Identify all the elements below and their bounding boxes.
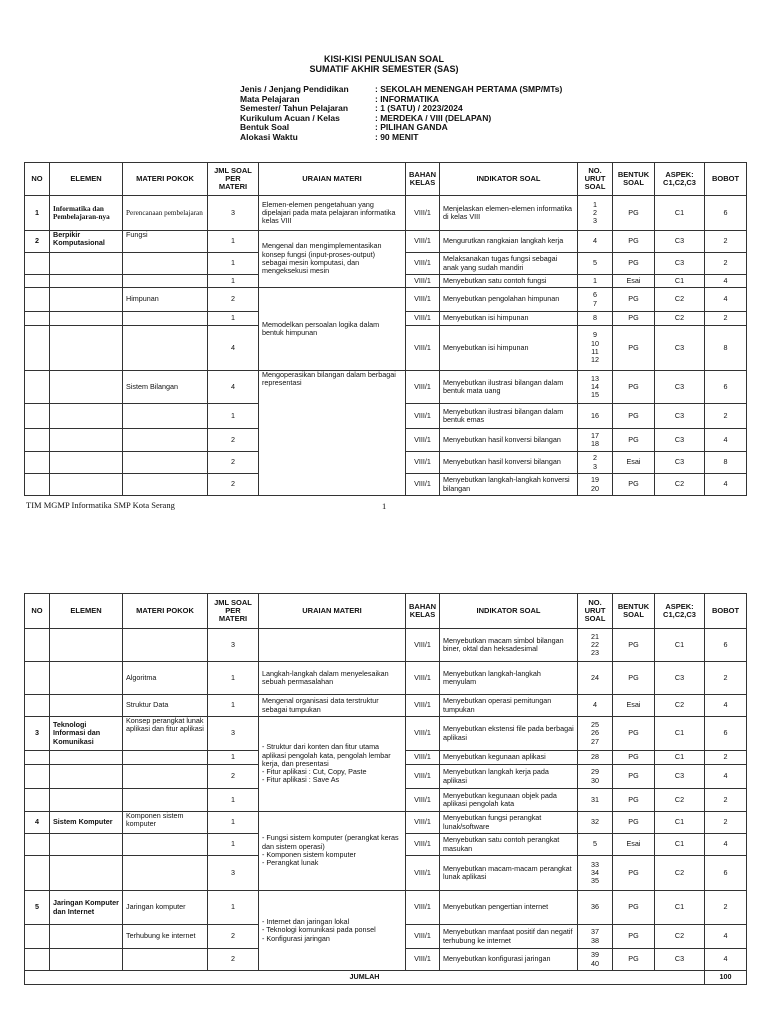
row-number: 2: [25, 231, 50, 253]
jml-cell: 2: [208, 288, 259, 312]
indikator-cell: Menyebutkan operasi pemitungan tumpukan: [440, 695, 578, 717]
materi-cell: Konsep perangkat lunak aplikasi dan fitur aplikasi: [123, 717, 208, 751]
elemen-cell: Teknologi Informasi dan Komunikasi: [50, 717, 123, 751]
bentuk-cell: Esai: [613, 695, 655, 717]
col-bentuk: BENTUK SOAL: [613, 594, 655, 629]
indikator-cell: Mengurutkan rangkaian langkah kerja: [440, 231, 578, 253]
bentuk-cell: PG: [613, 371, 655, 404]
uraian-cell: Mengenal dan mengimplementasikan konsep fungsi (input-proses-output) sebagai mesin komputasi, dan mengeksekusi mesin: [259, 231, 406, 288]
jml-cell: 2: [208, 474, 259, 496]
bobot-cell: 2: [705, 231, 747, 253]
uraian-item: - Konfigurasi jaringan: [262, 935, 402, 943]
uraian-list: [262, 743, 402, 784]
meta-value: : 90 MENIT: [375, 131, 419, 142]
urut-cell: 1: [578, 275, 613, 288]
uraian-cell: Mengoperasikan bilangan dalam berbagai representasi: [259, 371, 406, 496]
urut-cell: 21 22 23: [578, 629, 613, 662]
col-indikator: INDIKATOR SOAL: [440, 594, 578, 629]
jml-cell: 1: [208, 695, 259, 717]
bobot-cell: 8: [705, 326, 747, 371]
bahan-cell: VIII/1: [406, 312, 440, 326]
bahan-cell: VIII/1: [406, 891, 440, 925]
bentuk-cell: PG: [613, 429, 655, 452]
uraian-cell: Memodelkan persoalan logika dalam bentuk himpunan: [259, 288, 406, 371]
col-indikator: INDIKATOR SOAL: [440, 163, 578, 196]
urut-cell: 16: [578, 404, 613, 429]
indikator-cell: Menyebutkan kegunaan objek pada aplikasi pengolah kata: [440, 789, 578, 812]
table-row: [25, 629, 747, 662]
col-aspek: ASPEK: C1,C2,C3: [655, 594, 705, 629]
uraian-cell: Langkah-langkah dalam menyelesaikan sebuah permasalahan: [259, 662, 406, 695]
bentuk-cell: PG: [613, 662, 655, 695]
aspek-cell: C3: [655, 765, 705, 789]
urut-cell: 37 38: [578, 925, 613, 949]
indikator-cell: Menyebutkan fungsi perangkat lunak/software: [440, 812, 578, 834]
indikator-cell: Menyebutkan isi himpunan: [440, 326, 578, 371]
bahan-cell: VIII/1: [406, 629, 440, 662]
urut-cell: 19 20: [578, 474, 613, 496]
indikator-cell: Menyebutkan ekstensi file pada berbagai aplikasi: [440, 717, 578, 751]
materi-cell: Jaringan komputer: [123, 891, 208, 925]
indikator-cell: Melaksanakan tugas fungsi sebagai anak yang sudah mandiri: [440, 253, 578, 275]
bobot-cell: 2: [705, 312, 747, 326]
urut-cell: 1 2 3: [578, 196, 613, 231]
col-no: NO: [25, 163, 50, 196]
row-number: 3: [25, 717, 50, 751]
jml-cell: 2: [208, 452, 259, 474]
aspek-cell: C2: [655, 695, 705, 717]
bobot-cell: 2: [705, 812, 747, 834]
aspek-cell: C2: [655, 789, 705, 812]
elemen-cell: Informatika dan Pembelajaran-nya: [50, 196, 123, 231]
aspek-cell: C3: [655, 371, 705, 404]
aspek-cell: C2: [655, 474, 705, 496]
meta-label: Alokasi Waktu: [240, 131, 298, 142]
urut-cell: 32: [578, 812, 613, 834]
col-jml: JML SOAL PER MATERI: [208, 163, 259, 196]
bobot-cell: 2: [705, 404, 747, 429]
bahan-cell: VIII/1: [406, 253, 440, 275]
bobot-cell: 8: [705, 452, 747, 474]
meta-label: Jenis / Jenjang Pendidikan: [240, 84, 349, 94]
bahan-cell: VIII/1: [406, 288, 440, 312]
table-row: [25, 891, 747, 925]
urut-cell: 24: [578, 662, 613, 695]
bahan-cell: VIII/1: [406, 765, 440, 789]
bentuk-cell: PG: [613, 474, 655, 496]
aspek-cell: C1: [655, 196, 705, 231]
col-uraian: URAIAN MATERI: [259, 594, 406, 629]
indikator-cell: Menyebutkan satu contoh perangkat masukan: [440, 834, 578, 856]
row-number: 1: [25, 196, 50, 231]
urut-cell: 36: [578, 891, 613, 925]
bobot-cell: 4: [705, 925, 747, 949]
aspek-cell: C1: [655, 629, 705, 662]
urut-cell: 8: [578, 312, 613, 326]
total-value: 100: [705, 971, 747, 985]
materi-cell: Himpunan: [123, 288, 208, 312]
meta-row: [240, 133, 562, 143]
indikator-cell: Menyebutkan satu contoh fungsi: [440, 275, 578, 288]
bobot-cell: 2: [705, 891, 747, 925]
elemen-cell: Sistem Komputer: [50, 812, 123, 834]
urut-cell: 28: [578, 751, 613, 765]
uraian-item: - Perangkat lunak: [262, 859, 402, 867]
bentuk-cell: PG: [613, 925, 655, 949]
urut-cell: 5: [578, 834, 613, 856]
indikator-cell: Menyebutkan pengolahan himpunan: [440, 288, 578, 312]
bentuk-cell: PG: [613, 404, 655, 429]
materi-cell: Sistem Bilangan: [123, 371, 208, 404]
document-title: KISI-KISI PENULISAN SOAL: [323, 54, 444, 64]
aspek-cell: C1: [655, 891, 705, 925]
jml-cell: 1: [208, 891, 259, 925]
jml-cell: 2: [208, 925, 259, 949]
jml-cell: 1: [208, 275, 259, 288]
bentuk-cell: PG: [613, 629, 655, 662]
urut-cell: 13 14 15: [578, 371, 613, 404]
uraian-item: - Fitur aplikasi : Save As: [262, 776, 402, 784]
indikator-cell: Menyebutkan manfaat positif dan negatif terhubung ke internet: [440, 925, 578, 949]
bahan-cell: VIII/1: [406, 371, 440, 404]
materi-cell: Struktur Data: [123, 695, 208, 717]
total-label: JUMLAH: [25, 971, 705, 985]
kisi-kisi-table-page-1: [24, 162, 747, 496]
bentuk-cell: Esai: [613, 452, 655, 474]
indikator-cell: Menjelaskan elemen-elemen informatika di kelas VIII: [440, 196, 578, 231]
aspek-cell: C2: [655, 312, 705, 326]
indikator-cell: Menyebutkan kegunaan aplikasi: [440, 751, 578, 765]
elemen-cell: Berpikir Komputasional: [50, 231, 123, 253]
document-subtitle: SUMATIF AKHIR SEMESTER (SAS): [309, 64, 459, 74]
aspek-cell: C2: [655, 856, 705, 891]
indikator-cell: Menyebutkan hasil konversi bilangan: [440, 429, 578, 452]
bahan-cell: VIII/1: [406, 474, 440, 496]
urut-cell: 29 30: [578, 765, 613, 789]
jml-cell: 3: [208, 856, 259, 891]
bentuk-cell: PG: [613, 765, 655, 789]
bentuk-cell: Esai: [613, 834, 655, 856]
row-number: 5: [25, 891, 50, 925]
aspek-cell: C1: [655, 834, 705, 856]
meta-label: Semester/ Tahun Pelajaran: [240, 103, 349, 113]
bahan-cell: VIII/1: [406, 662, 440, 695]
aspek-cell: C1: [655, 812, 705, 834]
col-no: NO: [25, 594, 50, 629]
bentuk-cell: PG: [613, 856, 655, 891]
urut-cell: 17 18: [578, 429, 613, 452]
jml-cell: 3: [208, 196, 259, 231]
jml-cell: 1: [208, 812, 259, 834]
urut-cell: 33 34 35: [578, 856, 613, 891]
aspek-cell: C1: [655, 717, 705, 751]
uraian-item: - Komponen sistem komputer: [262, 851, 402, 859]
bobot-cell: 4: [705, 834, 747, 856]
aspek-cell: C3: [655, 662, 705, 695]
indikator-cell: Menyebutkan langkah-langkah menyulam: [440, 662, 578, 695]
aspek-cell: C3: [655, 404, 705, 429]
bobot-cell: 2: [705, 662, 747, 695]
aspek-cell: C2: [655, 925, 705, 949]
bentuk-cell: PG: [613, 812, 655, 834]
meta-value: : 1 (SATU) / 2023/2024: [375, 103, 463, 113]
bahan-cell: VIII/1: [406, 404, 440, 429]
col-bobot: BOBOT: [705, 163, 747, 196]
col-materi: MATERI POKOK: [123, 594, 208, 629]
indikator-cell: Menyebutkan ilustrasi bilangan dalam bentuk emas: [440, 404, 578, 429]
aspek-cell: C3: [655, 949, 705, 971]
bahan-cell: VIII/1: [406, 695, 440, 717]
bahan-cell: VIII/1: [406, 812, 440, 834]
bentuk-cell: PG: [613, 231, 655, 253]
meta-value: : INFORMATIKA: [375, 93, 440, 104]
bahan-cell: VIII/1: [406, 834, 440, 856]
materi-cell: Algoritma: [123, 662, 208, 695]
bobot-cell: 4: [705, 275, 747, 288]
meta-value: : SEKOLAH MENENGAH PERTAMA (SMP/MTs): [375, 84, 563, 94]
bentuk-cell: PG: [613, 751, 655, 765]
aspek-cell: C3: [655, 326, 705, 371]
meta-label: Mata Pelajaran: [240, 93, 300, 104]
indikator-cell: Menyebutkan macam simbol bilangan biner, oktal dan heksadesimal: [440, 629, 578, 662]
jml-cell: 1: [208, 834, 259, 856]
jml-cell: 1: [208, 789, 259, 812]
indikator-cell: Menyebutkan langkah kerja pada aplikasi: [440, 765, 578, 789]
bentuk-cell: PG: [613, 891, 655, 925]
uraian-cell: Elemen-elemen pengetahuan yang dipelajari pada mata pelajaran informatika kelas VIII: [259, 196, 406, 231]
document-meta: [240, 85, 562, 142]
meta-label: Kurikulum Acuan / Kelas: [240, 112, 340, 123]
aspek-cell: C2: [655, 288, 705, 312]
jml-cell: 3: [208, 717, 259, 751]
aspek-cell: C3: [655, 231, 705, 253]
meta-value: : PILIHAN GANDA: [375, 122, 448, 132]
bahan-cell: VIII/1: [406, 925, 440, 949]
bobot-cell: 4: [705, 949, 747, 971]
bahan-cell: VIII/1: [406, 452, 440, 474]
uraian-list: [262, 918, 402, 943]
bobot-cell: 6: [705, 856, 747, 891]
bahan-cell: VIII/1: [406, 196, 440, 231]
jml-cell: 1: [208, 404, 259, 429]
bobot-cell: 6: [705, 717, 747, 751]
jml-cell: 2: [208, 765, 259, 789]
aspek-cell: C3: [655, 429, 705, 452]
jml-cell: 1: [208, 253, 259, 275]
indikator-cell: Menyebutkan langkah-langkah konversi bilangan: [440, 474, 578, 496]
materi-cell: Terhubung ke internet: [123, 925, 208, 949]
uraian-item: - Fungsi sistem komputer (perangkat keras dan sistem operasi): [262, 834, 402, 851]
uraian-cell: [259, 717, 406, 812]
col-bentuk: BENTUK SOAL: [613, 163, 655, 196]
bahan-cell: VIII/1: [406, 751, 440, 765]
meta-value: : MERDEKA / VIII (DELAPAN): [375, 112, 492, 123]
uraian-cell: Mengenal organisasi data terstruktur sebagai tumpukan: [259, 695, 406, 717]
urut-cell: 6 7: [578, 288, 613, 312]
urut-cell: 5: [578, 253, 613, 275]
uraian-item: - Struktur dari konten dan fitur utama aplikasi pengolah kata, pengolah lembar kerja, dan presentasi: [262, 743, 402, 768]
elemen-cell: Jaringan Komputer dan Internet: [50, 891, 123, 925]
bobot-cell: 2: [705, 253, 747, 275]
table-row: [25, 371, 747, 404]
aspek-cell: C3: [655, 452, 705, 474]
table-row: [25, 288, 747, 312]
aspek-cell: C1: [655, 275, 705, 288]
bentuk-cell: PG: [613, 717, 655, 751]
bobot-cell: 4: [705, 765, 747, 789]
bobot-cell: 4: [705, 288, 747, 312]
urut-cell: 39 40: [578, 949, 613, 971]
uraian-cell: [259, 812, 406, 891]
col-aspek: ASPEK: C1,C2,C3: [655, 163, 705, 196]
jml-cell: 2: [208, 949, 259, 971]
bahan-cell: VIII/1: [406, 717, 440, 751]
col-bahan: BAHAN KELAS: [406, 594, 440, 629]
jml-cell: 4: [208, 371, 259, 404]
col-elemen: ELEMEN: [50, 163, 123, 196]
bentuk-cell: Esai: [613, 275, 655, 288]
urut-cell: 9 10 11 12: [578, 326, 613, 371]
table-row: [25, 231, 747, 253]
bentuk-cell: PG: [613, 253, 655, 275]
bahan-cell: VIII/1: [406, 326, 440, 371]
bahan-cell: VIII/1: [406, 856, 440, 891]
bentuk-cell: PG: [613, 288, 655, 312]
bahan-cell: VIII/1: [406, 275, 440, 288]
indikator-cell: Menyebutkan ilustrasi bilangan dalam bentuk mata uang: [440, 371, 578, 404]
urut-cell: 25 26 27: [578, 717, 613, 751]
bobot-cell: 4: [705, 429, 747, 452]
indikator-cell: Menyebutkan konfigurasi jaringan: [440, 949, 578, 971]
table-row: [25, 695, 747, 717]
col-uraian: URAIAN MATERI: [259, 163, 406, 196]
table-row: [25, 812, 747, 834]
meta-label: Bentuk Soal: [240, 122, 290, 132]
bahan-cell: VIII/1: [406, 429, 440, 452]
indikator-cell: Menyebutkan isi himpunan: [440, 312, 578, 326]
uraian-item: - Teknologi komunikasi pada ponsel: [262, 926, 402, 934]
bobot-cell: 2: [705, 789, 747, 812]
col-jml: JML SOAL PER MATERI: [208, 594, 259, 629]
bahan-cell: VIII/1: [406, 949, 440, 971]
urut-cell: 4: [578, 695, 613, 717]
indikator-cell: Menyebutkan hasil konversi bilangan: [440, 452, 578, 474]
table-row: [25, 196, 747, 231]
jml-cell: 1: [208, 751, 259, 765]
jml-cell: 4: [208, 326, 259, 371]
indikator-cell: Menyebutkan macam-macam perangkat lunak aplikasi: [440, 856, 578, 891]
materi-cell: Perencanaan pembelajaran: [123, 196, 208, 231]
col-bobot: BOBOT: [705, 594, 747, 629]
uraian-item: - Internet dan jaringan lokal: [262, 918, 402, 926]
aspek-cell: C3: [655, 253, 705, 275]
bentuk-cell: PG: [613, 789, 655, 812]
bentuk-cell: PG: [613, 326, 655, 371]
bentuk-cell: PG: [613, 949, 655, 971]
bobot-cell: 2: [705, 751, 747, 765]
col-bahan: BAHAN KELAS: [406, 163, 440, 196]
urut-cell: 4: [578, 231, 613, 253]
page-number: 1: [382, 501, 387, 511]
col-urut: NO. URUT SOAL: [578, 594, 613, 629]
bobot-cell: 6: [705, 196, 747, 231]
col-materi: MATERI POKOK: [123, 163, 208, 196]
jml-cell: 1: [208, 662, 259, 695]
bobot-cell: 4: [705, 695, 747, 717]
kisi-kisi-table-page-2: [24, 593, 747, 985]
indikator-cell: Menyebutkan pengertian internet: [440, 891, 578, 925]
jml-cell: 1: [208, 312, 259, 326]
materi-cell: Komponen sistem komputer: [123, 812, 208, 834]
uraian-item: - Fitur aplikasi : Cut, Copy, Paste: [262, 768, 402, 776]
bobot-cell: 4: [705, 474, 747, 496]
table-row: [25, 662, 747, 695]
jml-cell: 2: [208, 429, 259, 452]
col-urut: NO. URUT SOAL: [578, 163, 613, 196]
uraian-list: [262, 834, 402, 867]
table-row: [25, 717, 747, 751]
col-elemen: ELEMEN: [50, 594, 123, 629]
urut-cell: 2 3: [578, 452, 613, 474]
uraian-cell: [259, 891, 406, 971]
total-row: [25, 971, 747, 985]
bahan-cell: VIII/1: [406, 231, 440, 253]
jml-cell: 1: [208, 231, 259, 253]
bobot-cell: 6: [705, 371, 747, 404]
materi-cell: Fungsi: [123, 231, 208, 253]
footer-team: TIM MGMP Informatika SMP Kota Serang: [26, 500, 175, 510]
urut-cell: 31: [578, 789, 613, 812]
bobot-cell: 6: [705, 629, 747, 662]
aspek-cell: C1: [655, 751, 705, 765]
bentuk-cell: PG: [613, 196, 655, 231]
jml-cell: 3: [208, 629, 259, 662]
bahan-cell: VIII/1: [406, 789, 440, 812]
bentuk-cell: PG: [613, 312, 655, 326]
row-number: 4: [25, 812, 50, 834]
